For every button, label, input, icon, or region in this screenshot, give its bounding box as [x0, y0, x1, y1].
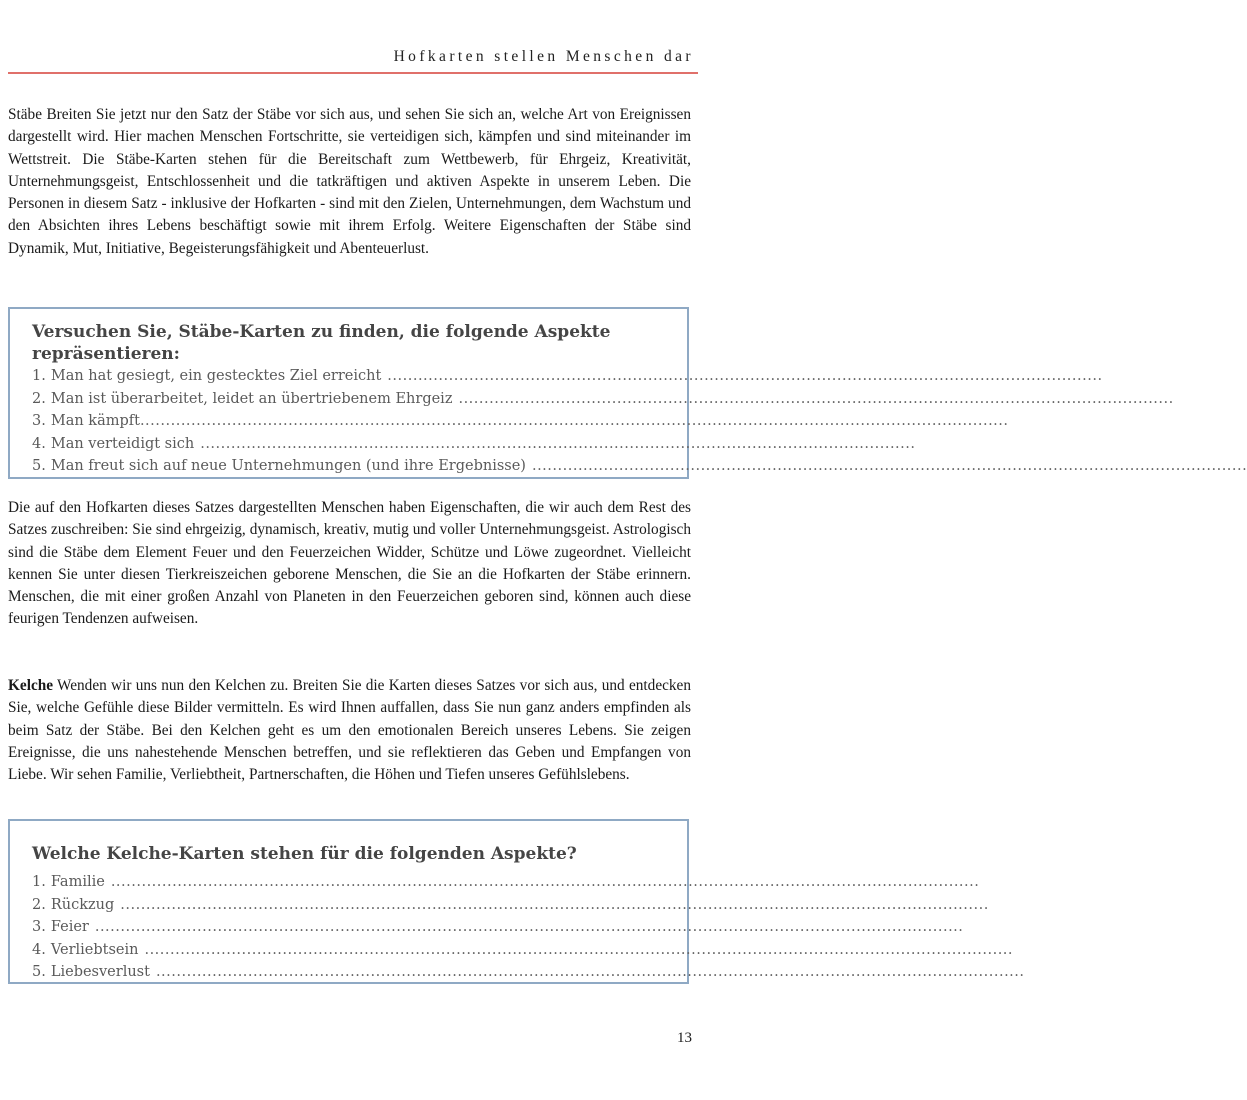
exercise-staebe-item — [32, 365, 1103, 388]
exercise-staebe-item — [32, 455, 1247, 478]
answer-line[interactable]: ............................................................................................................................................ — [200, 435, 916, 452]
item-text: Man kämpft — [50, 413, 140, 429]
exercise-kelche-item — [32, 939, 1014, 962]
paragraph-staebe-lead: Stäbe — [8, 106, 42, 123]
exercise-kelche-title: Welche Kelche-Karten stehen für die folgenden Aspekte? — [32, 844, 577, 864]
running-header: Hofkarten stellen Menschen dar — [393, 48, 694, 65]
answer-line[interactable]: .......................................................................................................................................................................... — [139, 413, 1009, 429]
item-text: Man hat gesiegt, ein gestecktes Ziel erreicht — [50, 368, 382, 384]
item-number: 1. — [32, 874, 46, 890]
item-text: Rückzug — [50, 896, 115, 913]
paragraph-kelche-text: Wenden wir uns nun den Kelchen zu. Breiten Sie die Karten dieses Satzes vor sich aus, und entdecken Sie, welche Gefühle diese Bilder vermitteln. Es wird Ihnen auffallen, dass Sie nun ganz anders empfinden als beim Satz der Stäbe. Bei den Kelchen geht es um den emotionalen Bereich unseres Lebens. Sie zeigen Ereignisse, die uns nahestehende Menschen betreffen, und sie reflektieren das Geben und Empfangen von Liebe. Wir sehen Familie, Verliebtheit, Partnerschaften, die Höhen und Tiefen unseres Gefühlslebens. — [8, 677, 691, 784]
item-text: Liebesverlust — [50, 964, 150, 980]
exercise-kelche-item — [32, 894, 989, 917]
answer-line[interactable]: .......................................................................................................................................................................... — [155, 964, 1025, 980]
item-text: Man verteidigt sich — [50, 435, 195, 452]
item-number: 3. — [32, 413, 46, 429]
answer-line[interactable]: .......................................................................................................................................................................... — [94, 919, 964, 935]
header-rule — [8, 72, 698, 74]
answer-line[interactable]: ............................................................................................................................................ — [387, 368, 1103, 384]
item-number: 2. — [32, 896, 46, 913]
item-number: 4. — [32, 941, 46, 958]
exercise-box-staebe — [8, 307, 1247, 479]
item-text: Verliebtsein — [50, 941, 139, 958]
exercise-kelche-item — [32, 961, 1025, 984]
paragraph-kelche-lead: Kelche — [8, 677, 54, 694]
item-number: 1. — [32, 368, 46, 384]
item-number: 5. — [32, 458, 46, 474]
item-number: 4. — [32, 435, 46, 452]
answer-line[interactable]: ............................................................................................................................................ — [458, 390, 1174, 407]
exercise-staebe-item — [32, 410, 1009, 433]
item-text: Familie — [50, 874, 105, 890]
answer-line[interactable]: .......................................................................................................................................................................... — [110, 874, 980, 890]
answer-line[interactable]: .......................................................................................................................................................................... — [144, 941, 1014, 958]
paragraph-kelche — [8, 675, 691, 786]
item-text: Man ist überarbeitet, leidet an übertriebenem Ehrgeiz — [50, 390, 453, 407]
item-number: 3. — [32, 919, 46, 935]
paragraph-staebe — [8, 104, 691, 260]
exercise-kelche-item — [32, 871, 980, 894]
exercise-staebe-item — [32, 433, 916, 456]
exercise-kelche-item — [32, 916, 964, 939]
exercise-staebe-title: Versuchen Sie, Stäbe-Karten zu finden, die folgende Aspekte repräsentieren: — [32, 322, 611, 364]
exercise-staebe-item — [32, 388, 1174, 411]
paragraph-feuer: Die auf den Hofkarten dieses Satzes dargestellten Menschen haben Eigenschaften, die wir auch dem Rest des Satzes zuschreiben: Sie sind ehrgeizig, dynamisch, kreativ, mutig und voller Unternehmungsgeist. Astrologisch sind die Stäbe dem Element Feuer und den Feuerzeichen Widder, Schütze und Löwe zugeordnet. Vielleicht kennen Sie unter diesen Tierkreiszeichen geborene Menschen, die Sie an die Hofkarten der Stäbe erinnern. Menschen, die mit einer großen Anzahl von Planeten in den Feuerzeichen geboren sind, können auch diese feurigen Tendenzen aufweisen. — [8, 499, 691, 628]
answer-line[interactable]: .......................................................................................................................................................................... — [120, 896, 989, 913]
paragraph-staebe-text: Breiten Sie jetzt nur den Satz der Stäbe vor sich aus, und sehen Sie sich an, welche Art von Ereignissen dargestellt wird. Hier machen Menschen Fortschritte, sie verteidigen sich, kämpfen und sind miteinander im Wettstreit. Die Stäbe-Karten stehen für die Bereitschaft zum Wettbewerb, für Ehrgeiz, Kreativität, Unternehmungsgeist, Entschlossenheit und die tatkräftigen und aktiven Aspekte in unserem Leben. Die Personen in diesem Satz - inklusive der Hofkarten - sind mit den Zielen, Unternehmungen, dem Wachstum und den Absichten ihres Lebens beschäftigt sowie mit ihrem Erfolg. Weitere Eigenschaften der Stäbe sind Dynamik, Mut, Initiative, Begeisterungsfähigkeit und Abenteuerlust. — [8, 106, 691, 257]
item-number: 2. — [32, 390, 46, 407]
exercise-box-kelche — [8, 819, 1025, 984]
item-number: 5. — [32, 964, 46, 980]
page-number: 13 — [677, 1030, 692, 1046]
answer-line[interactable]: ............................................................................................................................................ — [531, 458, 1247, 474]
item-text: Man freut sich auf neue Unternehmungen (und ihre Ergebnisse) — [50, 458, 526, 474]
item-text: Feier — [50, 919, 89, 935]
